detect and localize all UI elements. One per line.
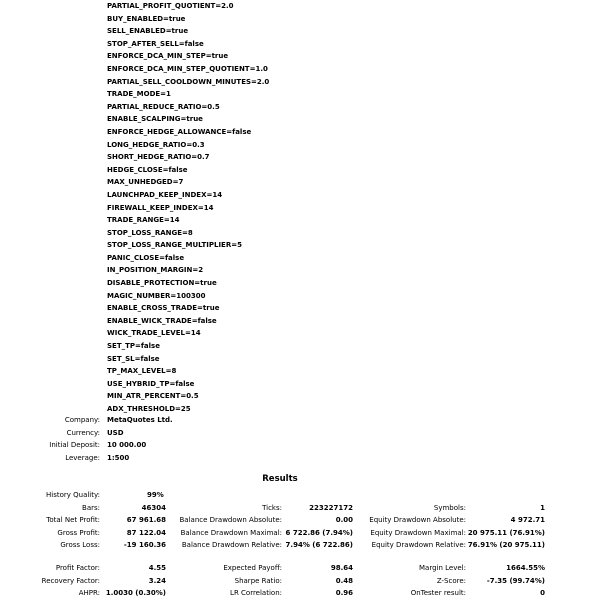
total-net-profit-value: 67 961.68 [126,516,166,524]
parameter-line: ENFORCE_DCA_MIN_STEP_QUOTIENT=1.0 [107,64,268,73]
parameter-line: SET_TP=false [107,342,160,351]
lr-correlation-label: LR Correlation: [230,589,282,597]
parameter-line: ENFORCE_DCA_MIN_STEP=true [107,52,229,61]
parameter-line: MAX_UNHEDGED=7 [107,178,184,187]
gross-profit-label: Gross Profit: [57,529,100,537]
company-row [0,414,300,427]
parameter-line: PARTIAL_REDUCE_RATIO=0.5 [107,102,220,111]
parameter-line: PANIC_CLOSE=false [107,253,185,262]
parameter-line: FIREWALL_KEEP_INDEX=14 [107,203,214,212]
total-net-profit-label: Total Net Profit: [46,516,100,524]
parameter-line: USE_HYBRID_TP=false [107,379,195,388]
currency-label: Currency: [66,428,100,437]
lr-correlation-value: 0.96 [335,589,353,597]
gross-loss-label: Gross Loss: [60,541,100,549]
equity-drawdown-maximal-label: Equity Drawdown Maximal: [370,529,466,537]
parameter-line: STOP_LOSS_RANGE_MULTIPLIER=5 [107,241,242,250]
equity-drawdown-absolute-label: Equity Drawdown Absolute: [369,516,466,524]
parameter-line: WICK_TRADE_LEVEL=14 [107,329,201,338]
parameter-line: MAGIC_NUMBER=100300 [107,291,206,300]
parameter-line: MIN_ATR_PERCENT=0.5 [107,392,199,401]
recovery-factor-value: 3.24 [148,577,166,585]
ticks-value: 223227172 [309,504,353,512]
company-value: MetaQuotes Ltd. [107,416,173,424]
equity-drawdown-relative-label: Equity Drawdown Relative: [371,541,466,549]
deposit-value: 10 000.00 [107,441,147,450]
expected-payoff-label: Expected Payoff: [223,564,282,572]
expected-payoff-value: 98.64 [330,564,353,572]
parameter-line: STOP_AFTER_SELL=false [107,39,204,48]
gross-loss-value: -19 160.36 [123,541,166,549]
sharpe-ratio-label: Sharpe Ratio: [234,577,282,585]
symbols-label: Symbols: [433,504,466,512]
parameter-line: STOP_LOSS_RANGE=8 [107,228,193,237]
currency-row [0,427,300,440]
parameter-line: ENABLE_CROSS_TRADE=true [107,304,220,313]
results-title: Results [262,474,298,484]
parameter-line: TP_MAX_LEVEL=8 [107,367,177,376]
ontester-result-value: 0 [540,589,545,597]
ahpr-label: AHPR: [78,589,100,597]
parameters-list [107,0,269,416]
parameter-line: ENABLE_WICK_TRADE=false [107,316,217,325]
parameter-line: BUY_ENABLED=true [107,14,186,23]
parameter-line: ENABLE_SCALPING=true [107,115,203,124]
deposit-row [0,439,300,452]
leverage-row [0,452,300,465]
z-score-value: -7.35 (99.74%) [486,577,545,585]
sharpe-ratio-value: 0.48 [335,577,353,585]
z-score-label: Z-Score: [436,577,466,585]
leverage-value: 1:500 [107,453,130,462]
gross-profit-value: 87 122.04 [126,529,166,537]
balance-drawdown-maximal-label: Balance Drawdown Maximal: [180,529,282,537]
profit-factor-label: Profit Factor: [55,564,100,572]
balance-drawdown-absolute-label: Balance Drawdown Absolute: [179,516,282,524]
ticks-label: Ticks: [262,504,282,512]
ontester-result-label: OnTester result: [410,589,466,597]
symbols-value: 1 [540,504,545,512]
parameter-line: ENFORCE_HEDGE_ALLOWANCE=false [107,127,252,136]
parameter-line: SELL_ENABLED=true [107,27,189,36]
margin-level-label: Margin Level: [419,564,466,572]
equity-drawdown-relative-value: 76.91% (20 975.11) [467,541,545,549]
parameter-line: TRADE_MODE=1 [107,90,171,99]
balance-drawdown-absolute-value: 0.00 [335,516,353,524]
parameter-line: HEDGE_CLOSE=false [107,165,188,174]
parameter-line: ADX_THRESHOLD=25 [107,405,191,413]
history-quality-value: 99% [147,491,164,499]
account-info [0,414,300,464]
history-quality-label: History Quality: [46,491,100,499]
margin-level-value: 1664.55% [506,564,545,572]
balance-drawdown-relative-value: 7.94% (6 722.86) [285,541,353,549]
balance-drawdown-maximal-value: 6 722.86 (7.94%) [285,529,353,537]
balance-drawdown-relative-label: Balance Drawdown Relative: [181,541,282,549]
parameter-line: DISABLE_PROTECTION=true [107,279,217,288]
deposit-label: Initial Deposit: [49,441,100,450]
equity-drawdown-maximal-value: 20 975.11 (76.91%) [467,529,545,537]
parameter-line: TRADE_RANGE=14 [107,216,180,225]
parameter-line: LAUNCHPAD_KEEP_INDEX=14 [107,190,223,199]
parameter-line: LONG_HEDGE_RATIO=0.3 [107,140,205,149]
company-label: Company: [64,416,100,424]
profit-factor-value: 4.55 [148,564,166,572]
ahpr-value: 1.0030 (0.30%) [105,589,166,597]
parameter-line: IN_POSITION_MARGIN=2 [107,266,204,275]
parameter-line: PARTIAL_SELL_COOLDOWN_MINUTES=2.0 [107,77,270,86]
recovery-factor-label: Recovery Factor: [41,577,100,585]
parameter-line: SET_SL=false [107,354,160,363]
leverage-label: Leverage: [65,453,100,462]
currency-value: USD [107,428,124,437]
bars-value: 46304 [141,504,166,512]
bars-label: Bars: [82,504,100,512]
parameter-line: PARTIAL_PROFIT_QUOTIENT=2.0 [107,2,234,10]
parameter-line: SHORT_HEDGE_RATIO=0.7 [107,153,210,162]
equity-drawdown-absolute-value: 4 972.71 [510,516,545,524]
